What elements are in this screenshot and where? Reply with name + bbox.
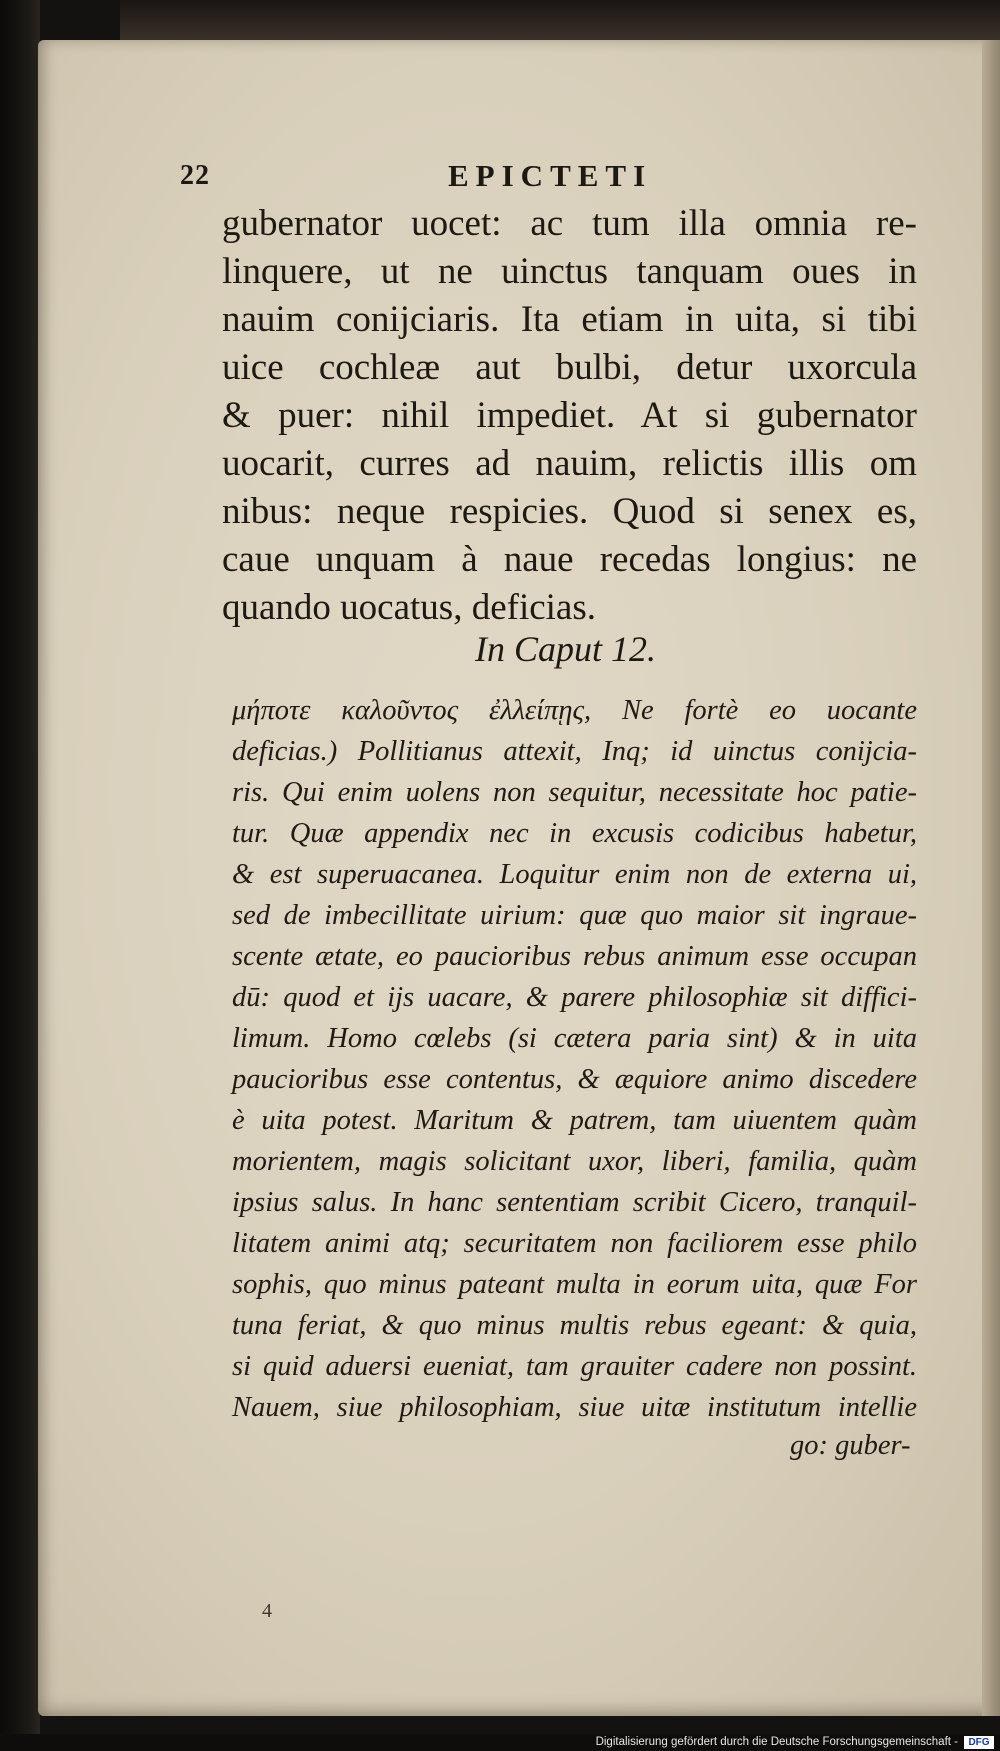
main-text-line: linquere, ut ne uinctus tanquam oues in bbox=[222, 251, 917, 292]
book-spine-shadow bbox=[0, 0, 40, 1751]
commentary-line: ris. Qui enim uolens non sequitur, necessitate hoc patie- bbox=[232, 777, 917, 808]
commentary-line: Nauem, siue philosophiam, siue uitæ institutum intellie bbox=[232, 1392, 917, 1423]
commentary-line: è uita potest. Maritum & patrem, tam uiuentem quàm bbox=[232, 1105, 917, 1136]
commentary-line: tur. Quæ appendix nec in excusis codicibus habetur, bbox=[232, 818, 917, 849]
commentary-line: & est superuacanea. Loquitur enim non de externa ui, bbox=[232, 859, 917, 890]
page-number: 22 bbox=[180, 160, 210, 191]
commentary-line: paucioribus esse contentus, & æquiore animo discedere bbox=[232, 1064, 917, 1095]
book-top-edge bbox=[120, 0, 1000, 40]
commentary-line: sophis, quo minus pateant multa in eorum uita, quæ For bbox=[232, 1269, 917, 1300]
digitization-footer bbox=[0, 1734, 1000, 1751]
main-text-line: gubernator uocet: ac tum illa omnia re- bbox=[222, 203, 917, 244]
catchword: go: guber- bbox=[790, 1430, 911, 1461]
commentary-line: morientem, magis solicitant uxor, liberi, familia, quàm bbox=[232, 1146, 917, 1177]
commentary-block bbox=[232, 690, 917, 1428]
running-head: EPICTETI bbox=[448, 158, 653, 193]
commentary-line: deficias.) Pollitianus attexit, Inq; id uinctus conijcia- bbox=[232, 736, 917, 767]
main-text-line: quando uocatus, deficias. bbox=[222, 587, 596, 628]
main-text-block bbox=[222, 200, 917, 632]
main-text-line: nibus: neque respicies. Quod si senex es, bbox=[222, 491, 917, 532]
commentary-line: scente ætate, eo paucioribus rebus animum esse occupan bbox=[232, 941, 917, 972]
page-mark: 4 bbox=[262, 1600, 272, 1622]
main-text-line: nauim conijciaris. Ita etiam in uita, si tibi bbox=[222, 299, 917, 340]
commentary-line: litatem animi atq; securitatem non faciliorem esse philo bbox=[232, 1228, 917, 1259]
main-text-line: caue unquam à naue recedas longius: ne bbox=[222, 539, 917, 580]
commentary-line: sed de imbecillitate uirium: quæ quo maior sit ingraue- bbox=[232, 900, 917, 931]
commentary-line: limum. Homo cœlebs (si cætera paria sint) & in uita bbox=[232, 1023, 917, 1054]
commentary-line: ipsius salus. In hanc sententiam scribit Cicero, tranquil- bbox=[232, 1187, 917, 1218]
commentary-line: μήποτε καλοῦντος ἐλλείπῃς, Ne fortè eo uocante bbox=[232, 695, 917, 726]
page-fore-edge bbox=[982, 40, 1000, 1716]
commentary-line: dū: quod et ijs uacare, & parere philosophiæ sit diffici- bbox=[232, 982, 917, 1013]
footer-credit: Digitalisierung gefördert durch die Deutsche Forschungsgemeinschaft - bbox=[595, 1736, 958, 1748]
main-text-line: uice cochleæ aut bulbi, detur uxorcula bbox=[222, 347, 917, 388]
dfg-logo: DFG bbox=[964, 1736, 994, 1749]
main-text-line: & puer: nihil impediet. At si gubernator bbox=[222, 395, 917, 436]
main-text-line: uocarit, curres ad nauim, relictis illis om bbox=[222, 443, 917, 484]
commentary-line: tuna feriat, & quo minus multis rebus egeant: & quia, bbox=[232, 1310, 917, 1341]
chapter-heading: In Caput 12. bbox=[475, 629, 657, 669]
commentary-line: si quid aduersi eueniat, tam grauiter cadere non possint. bbox=[232, 1351, 917, 1382]
